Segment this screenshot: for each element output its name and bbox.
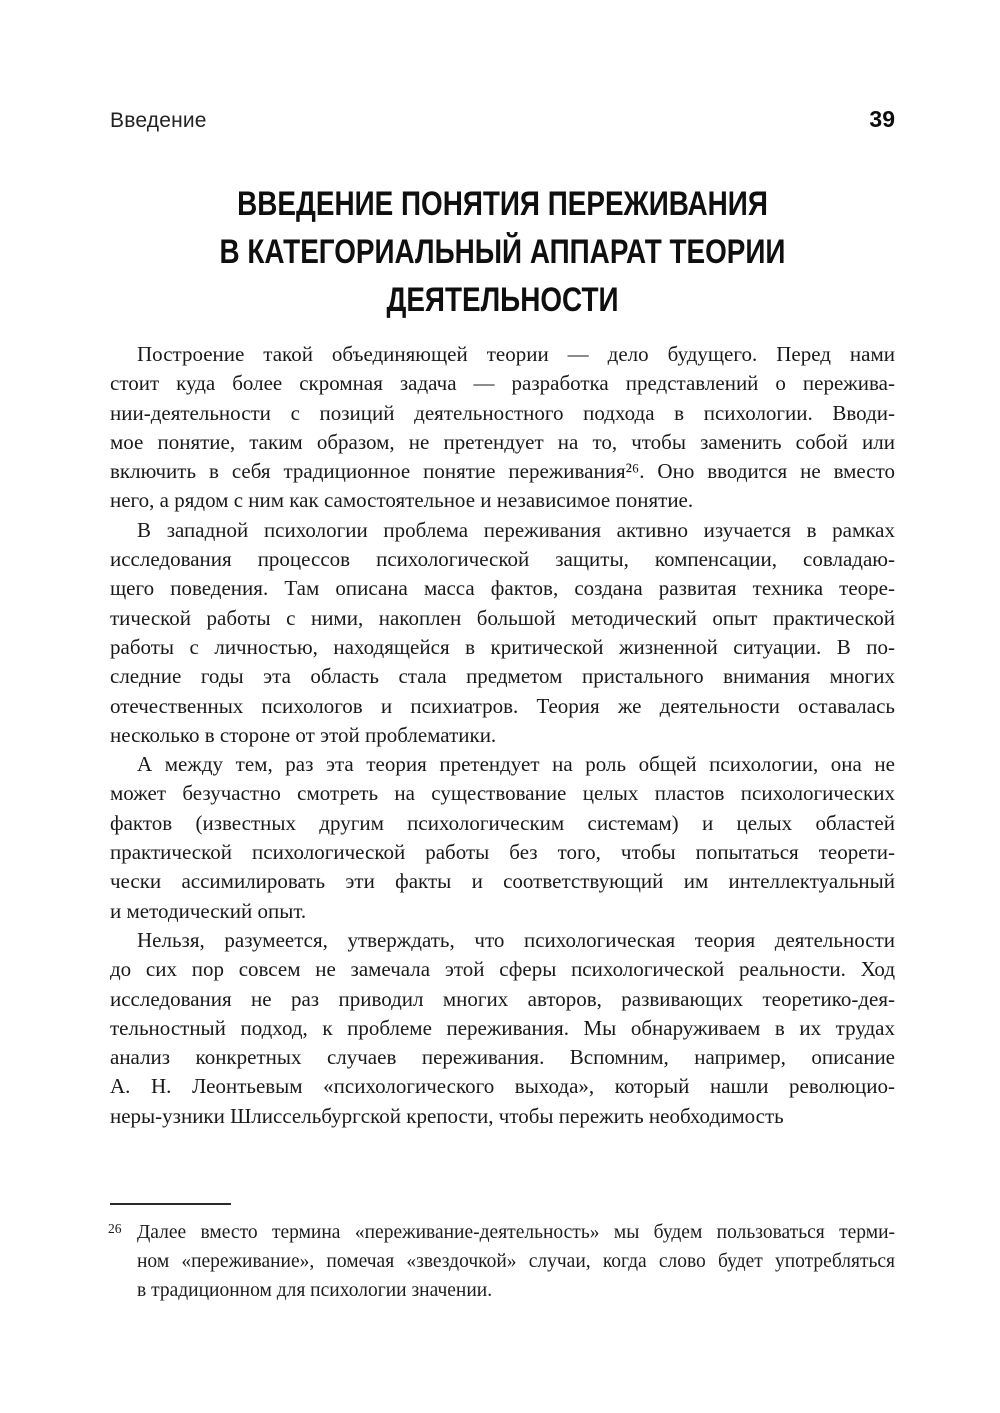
paragraph — [110, 926, 895, 1131]
paragraph — [110, 340, 895, 516]
body-text-line: стоит куда более скромная задача — разработка представлений о пережива- — [110, 371, 895, 396]
footnote-separator — [110, 1203, 231, 1205]
body-text-line: А между тем, раз эта теория претендует на роль общей психологии, она не — [137, 752, 895, 777]
body-text-line: может безучастно смотреть на существование целых пластов психологических — [110, 781, 895, 806]
body-text-line: отечественных психологов и психиатров. Теория же деятельности оставалась — [110, 693, 895, 718]
footnote-marker: 26 — [108, 1221, 122, 1236]
body-text-line: до сих пор совсем не замечала этой сферы психологической реальности. Ход — [110, 957, 895, 982]
footnote — [108, 1218, 895, 1305]
body-text-line: фактов (известных другим психологическим системам) и целых областей — [110, 810, 895, 835]
body-text-line: щего поведения. Там описана масса фактов, создана развитая техника теоре- — [110, 576, 895, 601]
footnote-line: в традиционном для психологии значении. — [137, 1280, 493, 1301]
body-text-line: Построение такой объединяющей теории — дело будущего. Перед нами — [137, 342, 895, 366]
chapter-title — [110, 180, 895, 324]
body-text-line: исследования процессов психологической защиты, компенсации, совладаю- — [110, 547, 895, 572]
body-text-line: тической работы с ними, накоплен большой методический опыт практической — [110, 605, 895, 630]
chapter-title-line: В КАТЕГОРИАЛЬНЫЙ АППАРАТ ТЕОРИИ — [219, 233, 786, 271]
body-text-line: следние годы эта область стала предметом пристального внимания многих — [110, 664, 895, 689]
footnote-line: ном «переживание», помечая «звездочкой» случаи, когда слово будет употребляться — [137, 1251, 895, 1272]
footnote-line: Далее вместо термина «переживание-деятельность» мы будем пользоваться терми- — [137, 1222, 895, 1243]
running-title: Введение — [110, 109, 207, 132]
body-text-line: и методический опыт. — [110, 898, 307, 923]
page-header — [110, 106, 895, 133]
body-text-line: анализ конкретных случаев переживания. Вспомним, например, описание — [110, 1045, 895, 1070]
body-text-line: несколько в стороне от этой проблематики. — [110, 722, 497, 747]
body-text-line: него, а рядом с ним как самостоятельное и независимое понятие. — [110, 488, 694, 513]
paragraph — [110, 516, 895, 750]
body-text-line: Нельзя, разумеется, утверждать, что психологическая теория деятельности — [137, 927, 895, 952]
body-text — [110, 340, 895, 1131]
paragraph — [110, 750, 895, 926]
body-text-line: нии-деятельности с позиций деятельностного подхода в психологии. Вводи- — [110, 400, 895, 425]
body-text-line: тельностный подход, к проблеме переживания. Мы обнаруживаем в их трудах — [110, 1015, 895, 1040]
body-text-line: включить в себя традиционное понятие переживания²⁶. Оно вводится не вместо — [110, 459, 895, 484]
body-text-line: работы с личностью, находящейся в критической жизненной ситуации. В по- — [110, 634, 895, 659]
chapter-title-line: ВВЕДЕНИЕ ПОНЯТИЯ ПЕРЕЖИВАНИЯ — [237, 185, 768, 223]
footnote-text — [137, 1218, 895, 1305]
body-text-line: В западной психологии проблема переживания активно изучается в рамках — [137, 517, 895, 542]
page-number: 39 — [869, 106, 895, 132]
body-text-line: чески ассимилировать эти факты и соответствующий им интеллектуальный — [110, 869, 895, 894]
chapter-title-line: ДЕЯТЕЛЬНОСТИ — [386, 281, 619, 319]
body-text-line: практической психологической работы без того, чтобы попытаться теорети- — [110, 840, 895, 865]
body-text-line: неры-узники Шлиссельбургской крепости, чтобы пережить необходимость — [110, 1103, 784, 1128]
body-text-line: А. Н. Леонтьевым «психологического выхода», который нашли революцио- — [110, 1074, 895, 1099]
body-text-line: мое понятие, таким образом, не претендует на то, чтобы заменить собой или — [110, 429, 895, 454]
body-text-line: исследования не раз приводил многих авторов, развивающих теоретико-дея- — [110, 986, 895, 1011]
